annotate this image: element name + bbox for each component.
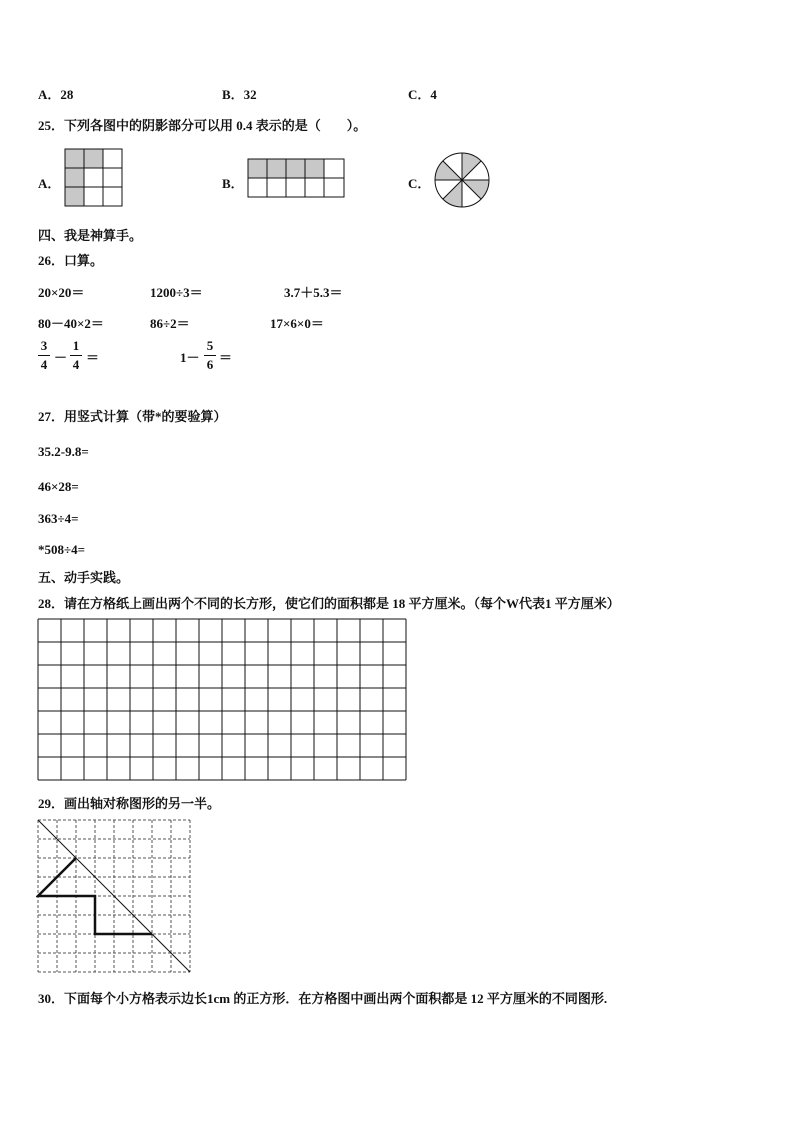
equals-sign-2: ＝ <box>219 350 233 365</box>
figure-c-circle <box>433 151 491 209</box>
figure-b-grid <box>247 158 347 200</box>
calc-17x6x0: 17×6×0＝ <box>270 316 324 331</box>
option-b-q24: B．32 <box>222 87 257 102</box>
question-25: 25．下列各图中的阴影部分可以用 0.4 表示的是（ ）。 <box>38 118 367 133</box>
fraction-5-6: 5 6 <box>204 338 216 373</box>
vertical-calc-4: *508÷4= <box>38 542 86 557</box>
vertical-calc-1: 35.2-9.8= <box>38 444 89 459</box>
vertical-calc-2: 46×28= <box>38 479 79 494</box>
calc-1200div3: 1200÷3＝ <box>150 285 203 300</box>
question-30: 30．下面每个小方格表示边长1cm 的正方形．在方格图中画出两个面积都是 12 平方厘米的不同图形. <box>38 991 608 1006</box>
option-b-label-q25: B． <box>222 176 244 191</box>
question-26-title: 26．口算。 <box>38 253 104 268</box>
option-a-q24: A．28 <box>38 87 74 102</box>
vertical-calc-3: 363÷4= <box>38 511 79 526</box>
question-27-title: 27．用竖式计算（带*的要验算） <box>38 409 227 424</box>
fraction-3-4: 3 4 <box>38 338 50 373</box>
question-28: 28．请在方格纸上画出两个不同的长方形，使它们的面积都是 18 平方厘米。（每个W代表1 平方厘米） <box>38 596 620 611</box>
square-grid-q28 <box>37 618 409 782</box>
calc-3.7plus5.3: 3.7＋5.3＝ <box>284 285 343 300</box>
option-c-q24: C．4 <box>408 87 437 102</box>
minus-sign: － <box>54 350 68 365</box>
one-minus: 1－ <box>180 350 200 365</box>
option-a-label-q25: A． <box>38 176 61 191</box>
equals-sign: ＝ <box>86 350 100 365</box>
figure-a-grid <box>64 148 124 208</box>
fraction-1-4: 1 4 <box>70 338 82 373</box>
calc-80minus40x2: 80－40×2＝ <box>38 316 104 331</box>
calc-20x20: 20×20＝ <box>38 285 85 300</box>
section-5-title: 五、动手实践。 <box>38 570 130 585</box>
question-29: 29．画出轴对称图形的另一半。 <box>38 796 221 811</box>
option-c-label-q25: C． <box>408 176 431 191</box>
section-4-title: 四、我是神算手。 <box>38 228 143 243</box>
calc-86div2: 86÷2＝ <box>150 316 190 331</box>
symmetry-figure-q29 <box>36 818 192 974</box>
